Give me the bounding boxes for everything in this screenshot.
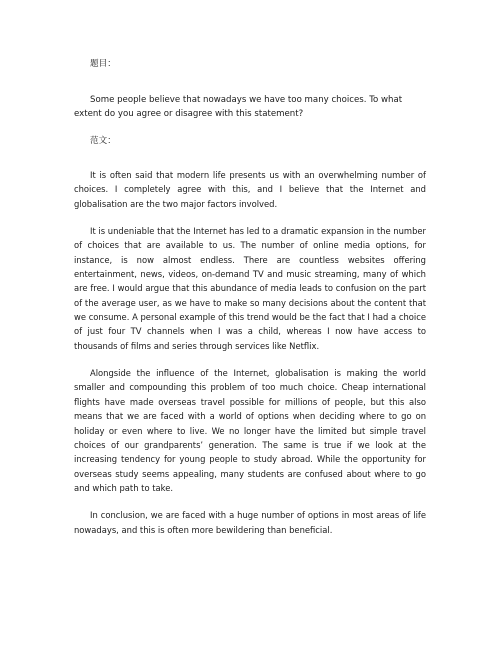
essay-label: 范文：: [90, 136, 116, 146]
essay-paragraph-globalisation: Alongside the influence of the Internet, globalisation is making the world smaller and compounding this problem of too much choice. Cheap international flights have made overseas travel possible for millions of people, but this also means that we are faced with a world of options when deciding where to go on holiday or even where to live. We no longer have the limited but simple travel choices of our grandparents’ generation. The same is true if we look at the increasing tendency for young people to study abroad. While the opportunity for overseas study seems appealing, many students are confused about where to go and which path to take.: [74, 368, 426, 493]
essay-paragraph-internet: It is undeniable that the Internet has led to a dramatic expansion in the number of choices that are available to us. The number of online media options, for instance, is now almost endless. There are countless websites offering entertainment, news, videos, on-demand TV and music streaming, many of which are free. I would argue that this abundance of media leads to confusion on the part of the average user, as we have to make so many decisions about the content that we consume. A personal example of this trend would be the fact that I had a choice of just four TV channels when I was a child, whereas I now have access to thousands of films and series through services like Netflix.: [74, 226, 426, 351]
question-text: Some people believe that nowadays we have too many choices. To what extent do you agree or disagree with this statement?: [74, 95, 403, 119]
question-label: 题目：: [90, 59, 116, 69]
essay-paragraph-conclusion: In conclusion, we are faced with a huge number of options in most areas of life nowadays, and this is often more bewildering than beneficial.: [74, 510, 426, 535]
essay-paragraph-intro: It is often said that modern life presents us with an overwhelming number of choices. I completely agree with this, and I believe that the Internet and globalisation are the two major factors involved.: [74, 170, 426, 209]
